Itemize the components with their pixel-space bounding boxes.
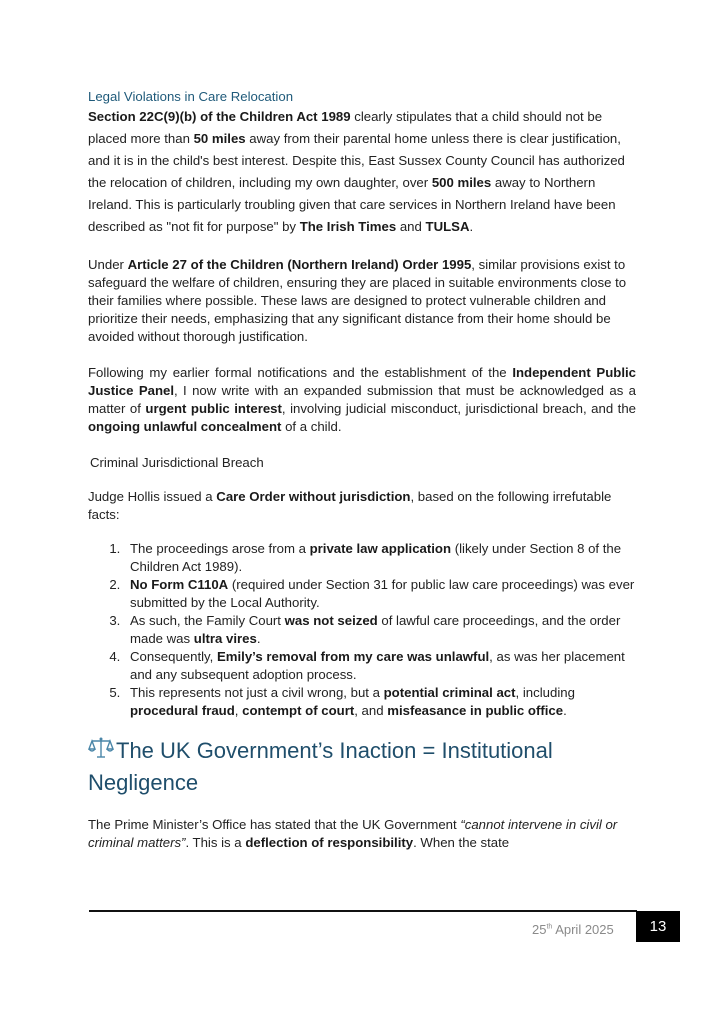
paragraph-article-27 xyxy=(88,256,636,346)
paragraph-prime-minister xyxy=(88,816,636,852)
paragraph-judge-hollis xyxy=(88,488,636,524)
bold-text: Emily’s removal from my care was unlawful xyxy=(217,649,490,664)
bold-text: Independent Public Justice Panel xyxy=(88,365,636,398)
text: , similar provisions exist to safeguard the welfare of children, ensuring they are placed in suitable environments close to their families where possible. These laws are designed to protect vulnerable children and prioritize their needs, emphasizing that any significant distance from their home should be avoided without thorough justification. xyxy=(88,257,627,344)
text: of a child. xyxy=(281,419,342,434)
section-heading-institutional-negligence xyxy=(88,736,636,798)
bold-text: 50 miles xyxy=(193,131,246,146)
text: (likely under Section 8 of the Children Act 1989). xyxy=(130,541,622,574)
bold-text: private law application xyxy=(309,541,452,556)
date-day: 25 xyxy=(532,922,547,937)
bold-text: Care Order without jurisdiction xyxy=(216,489,411,504)
footer-date xyxy=(532,922,614,937)
bold-text: ongoing unlawful concealment xyxy=(88,419,282,434)
page-number: 13 xyxy=(636,911,680,942)
text: The proceedings arose from a xyxy=(130,541,310,556)
text: of lawful care proceedings, and the order made was xyxy=(130,613,621,646)
text: . xyxy=(563,703,567,718)
list-item xyxy=(124,612,636,648)
bold-text: Article 27 of the Children (Northern Ireland) Order 1995 xyxy=(127,257,472,272)
list-item xyxy=(124,684,636,720)
text: Consequently, xyxy=(130,649,217,664)
date-rest: April 2025 xyxy=(552,922,614,937)
paragraph-justice-panel xyxy=(88,364,636,436)
bold-text: TULSA xyxy=(425,219,470,234)
text: , I now write with an expanded submission that must be acknowledged as a matter of xyxy=(88,383,636,416)
bold-text: potential criminal act xyxy=(383,685,516,700)
section-heading-legal-violations: Legal Violations in Care Relocation xyxy=(88,89,294,104)
bold-text: The Irish Times xyxy=(299,219,397,234)
paragraph-section-22c xyxy=(88,106,636,238)
text: away to Northern Ireland. This is particularly troubling given that care services in Northern Ireland have been described as "not fit for purpose" by xyxy=(88,175,616,234)
text: clearly stipulates that a child should not be placed more than xyxy=(88,109,603,146)
bold-text: deflection of responsibility xyxy=(245,835,414,850)
bold-text: procedural fraud xyxy=(130,703,235,718)
text: and xyxy=(396,219,426,234)
text: . xyxy=(469,219,474,234)
bold-text: contempt of court xyxy=(242,703,355,718)
text: , xyxy=(234,703,243,718)
text: Under xyxy=(88,257,128,272)
bold-text: No Form C110A xyxy=(130,577,229,592)
text: . This is a xyxy=(185,835,246,850)
section-heading-criminal-breach: Criminal Jurisdictional Breach xyxy=(90,455,264,470)
footer-divider xyxy=(89,910,637,912)
text: As such, the Family Court xyxy=(130,613,285,628)
heading-text: The UK Government’s Inaction = Institutional Negligence xyxy=(88,738,553,795)
bold-text: Section 22C(9)(b) of the Children Act 1989 xyxy=(88,109,351,124)
text: . When the state xyxy=(413,835,510,850)
bold-text: 500 miles xyxy=(431,175,492,190)
text: , as was her placement and any subsequent adoption process. xyxy=(130,649,625,682)
list-item xyxy=(124,540,636,576)
text: . xyxy=(256,631,261,646)
list-item xyxy=(124,576,636,612)
text: (required under Section 31 for public law care proceedings) was ever submitted by the Local Authority. xyxy=(130,577,635,610)
text: Following my earlier formal notifications and the establishment of the xyxy=(88,365,513,380)
list-item xyxy=(124,648,636,684)
scales-of-justice-icon xyxy=(88,736,114,768)
text: , including xyxy=(515,685,575,700)
text: The Prime Minister’s Office has stated that the UK Government xyxy=(88,817,461,832)
bold-text: ultra vires xyxy=(193,631,257,646)
bold-text: urgent public interest xyxy=(145,401,282,416)
document-page xyxy=(88,88,636,852)
text: , and xyxy=(354,703,388,718)
text: This represents not just a civil wrong, but a xyxy=(130,685,384,700)
date-suffix: th xyxy=(546,923,553,931)
text: away from their parental home unless there is clear justification, and it is in the child's best interest. Despite this, East Sussex County Council has authorized the relocation of children, including my own daughter, over xyxy=(88,131,625,190)
text: , based on the following irrefutable facts: xyxy=(88,489,612,522)
text: Judge Hollis issued a xyxy=(88,489,217,504)
facts-list xyxy=(88,540,636,720)
italic-quote: “cannot intervene in civil or criminal matters” xyxy=(88,817,618,850)
bold-text: misfeasance in public office xyxy=(387,703,564,718)
bold-text: was not seized xyxy=(284,613,378,628)
text: , involving judicial misconduct, jurisdictional breach, and the xyxy=(281,401,636,416)
